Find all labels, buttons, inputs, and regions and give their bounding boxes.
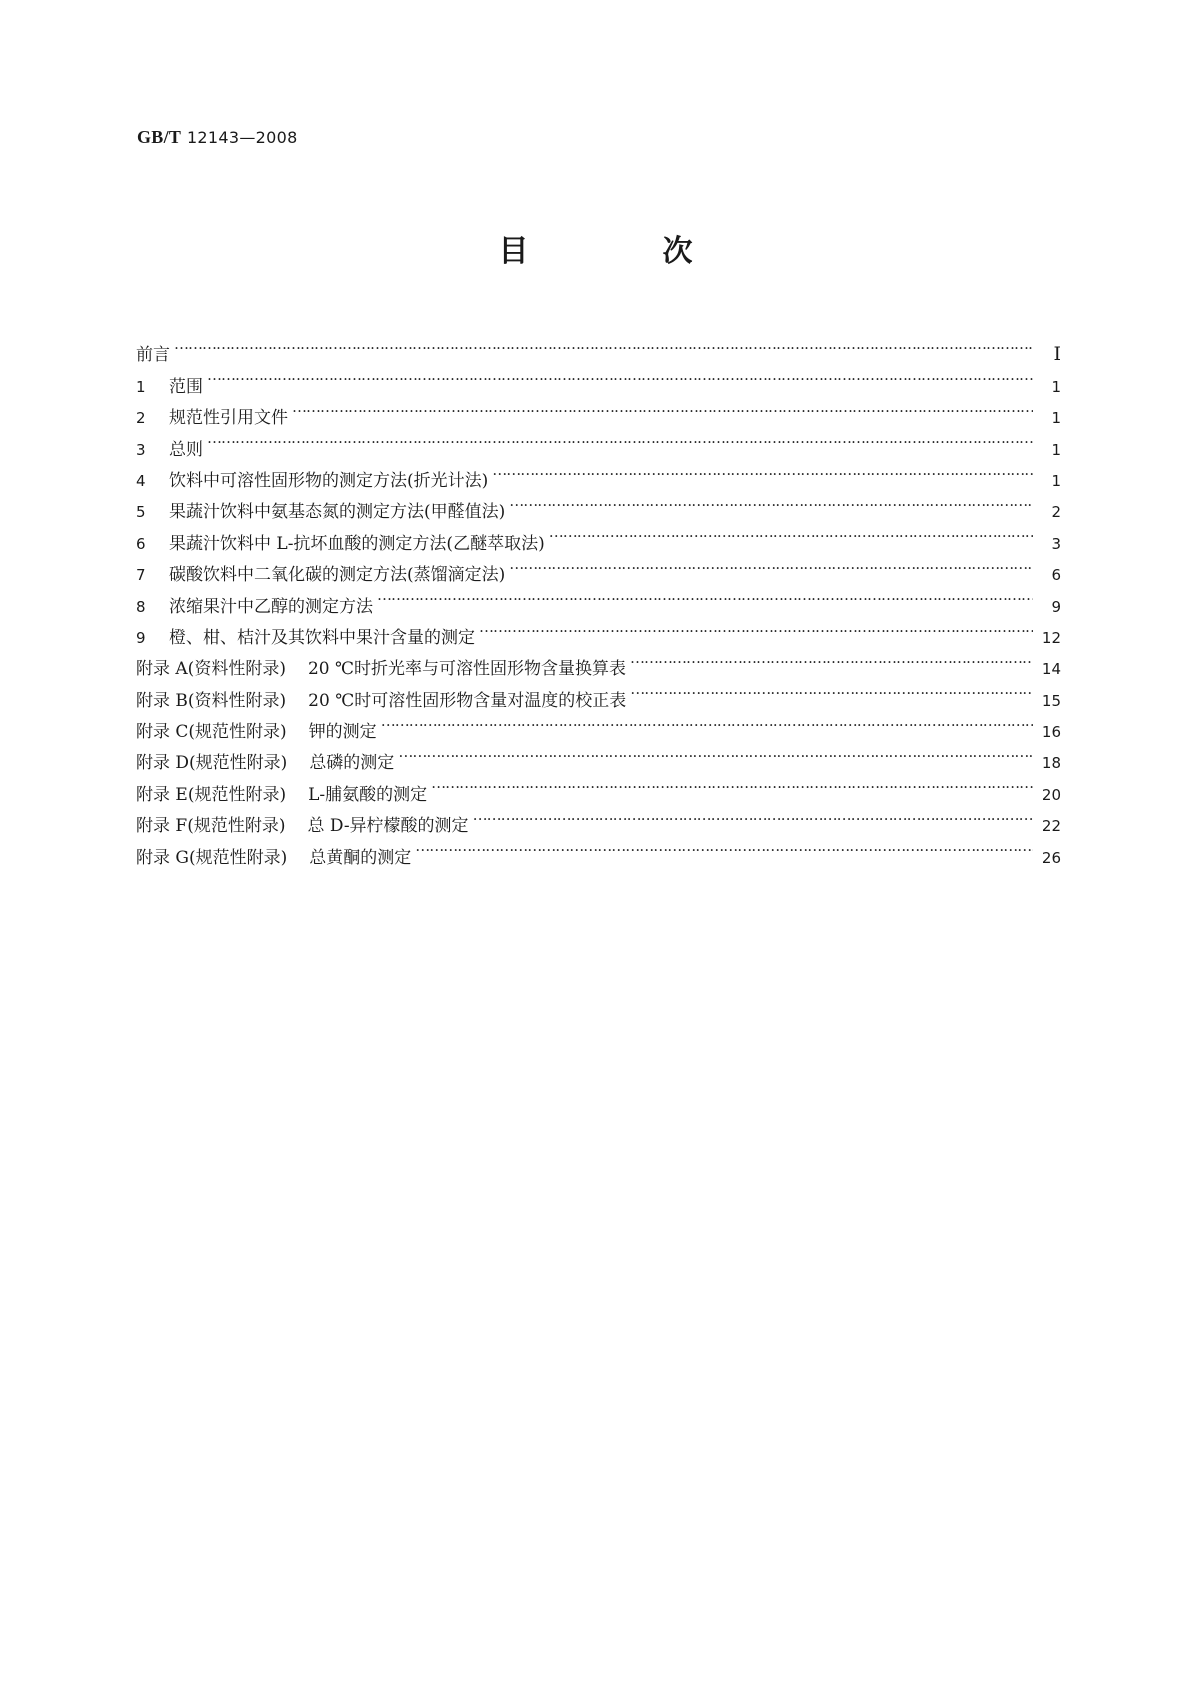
toc-entry-title: 果蔬汁饮料中 L-抗坏血酸的测定方法(乙醚萃取法) — [169, 533, 545, 554]
toc-entry-title: 附录 F(规范性附录) — [136, 816, 286, 837]
toc-entry-page: 20 — [1041, 785, 1061, 804]
toc-dot-leader — [630, 674, 1033, 705]
toc-entry-number: 3 — [136, 440, 146, 459]
toc-entry-number: 6 — [136, 534, 146, 553]
standard-prefix: GB/T — [137, 127, 182, 147]
toc-dot-leader — [492, 455, 1033, 486]
table-of-contents — [136, 329, 1061, 868]
toc-entry-subtitle: 总黄酮的测定 — [309, 847, 412, 868]
toc-entry-page: 1 — [1051, 440, 1061, 459]
standard-number: 12143—2008 — [186, 128, 298, 147]
toc-dot-leader — [549, 517, 1033, 548]
toc-entry-page: 2 — [1051, 503, 1061, 522]
toc-entry-subtitle: 总磷的测定 — [309, 753, 395, 774]
toc-entry[interactable] — [136, 392, 1061, 429]
toc-entry-title: 浓缩果汁中乙醇的测定方法 — [169, 596, 373, 617]
toc-entry-page: Ⅰ — [1053, 343, 1061, 366]
toc-dot-leader — [207, 423, 1033, 454]
toc-entry-number: 2 — [136, 409, 146, 428]
toc-entry-title: 前言 — [136, 345, 170, 366]
toc-dot-leader — [377, 580, 1033, 611]
toc-dot-leader — [415, 831, 1033, 862]
toc-entry[interactable] — [136, 360, 1061, 397]
toc-entry-page: 16 — [1041, 723, 1061, 742]
toc-entry-title: 附录 E(规范性附录) — [136, 784, 287, 805]
toc-entry-page: 12 — [1041, 628, 1061, 647]
toc-entry-page: 22 — [1041, 817, 1061, 836]
toc-entry-title: 范围 — [169, 376, 203, 397]
toc-dot-leader — [431, 768, 1033, 799]
toc-dot-leader — [509, 486, 1033, 517]
toc-dot-leader — [381, 706, 1033, 737]
toc-entry[interactable] — [136, 329, 1061, 366]
toc-entry-page: 6 — [1051, 566, 1061, 585]
toc-entry-page: 9 — [1051, 597, 1061, 616]
toc-entry-page: 14 — [1041, 660, 1061, 679]
toc-entry-number: 4 — [136, 471, 146, 490]
toc-entry-title: 规范性引用文件 — [169, 408, 288, 429]
toc-entry-subtitle: 20 ℃时折光率与可溶性固形物含量换算表 — [307, 659, 627, 680]
toc-entry-title: 附录 C(规范性附录) — [136, 722, 287, 743]
toc-entry-number: 9 — [136, 628, 146, 647]
toc-entry[interactable] — [136, 423, 1061, 460]
toc-entry-page: 1 — [1051, 377, 1061, 396]
toc-entry-subtitle: 总 D-异柠檬酸的测定 — [307, 816, 469, 837]
toc-dot-leader — [473, 800, 1033, 831]
toc-entry-subtitle: 钾的测定 — [308, 722, 377, 743]
toc-entry-title: 附录 B(资料性附录) — [136, 690, 287, 711]
toc-dot-leader — [292, 392, 1033, 423]
toc-dot-leader — [479, 612, 1033, 643]
toc-entry-number: 8 — [136, 597, 146, 616]
toc-entry-title: 附录 A(资料性附录) — [136, 659, 286, 680]
toc-entry-title: 橙、柑、桔汁及其饮料中果汁含量的测定 — [169, 627, 475, 648]
toc-entry-page: 1 — [1051, 409, 1061, 428]
toc-entry-number: 1 — [136, 377, 146, 396]
toc-entry-number: 7 — [136, 566, 146, 585]
toc-dot-leader — [207, 360, 1033, 391]
toc-entry-title: 总则 — [169, 439, 203, 460]
toc-entry-page: 15 — [1041, 691, 1061, 710]
toc-entry-subtitle: 20 ℃时可溶性固形物含量对温度的校正表 — [308, 690, 627, 711]
toc-entry-page: 3 — [1051, 534, 1061, 553]
standard-code — [137, 127, 298, 148]
toc-dot-leader — [174, 329, 1033, 360]
toc-entry[interactable] — [136, 455, 1061, 491]
toc-dot-leader — [509, 549, 1033, 580]
toc-entry-title: 附录 G(规范性附录) — [136, 847, 288, 868]
toc-entry-title: 果蔬汁饮料中氨基态氮的测定方法(甲醛值法) — [169, 502, 506, 523]
toc-entry-page: 26 — [1041, 848, 1061, 867]
page-title: 目 次 — [498, 234, 745, 269]
toc-entry-title: 附录 D(规范性附录) — [136, 753, 288, 774]
toc-entry-page: 18 — [1041, 754, 1061, 773]
toc-entry-title: 碳酸饮料中二氧化碳的测定方法(蒸馏滴定法) — [169, 565, 506, 586]
toc-entry-title: 饮料中可溶性固形物的测定方法(折光计法) — [169, 470, 489, 491]
toc-dot-leader — [630, 643, 1033, 674]
toc-entry-subtitle: L-脯氨酸的测定 — [308, 784, 428, 805]
toc-entry-number: 5 — [136, 503, 146, 522]
toc-entry-page: 1 — [1051, 471, 1061, 490]
toc-dot-leader — [398, 737, 1033, 768]
